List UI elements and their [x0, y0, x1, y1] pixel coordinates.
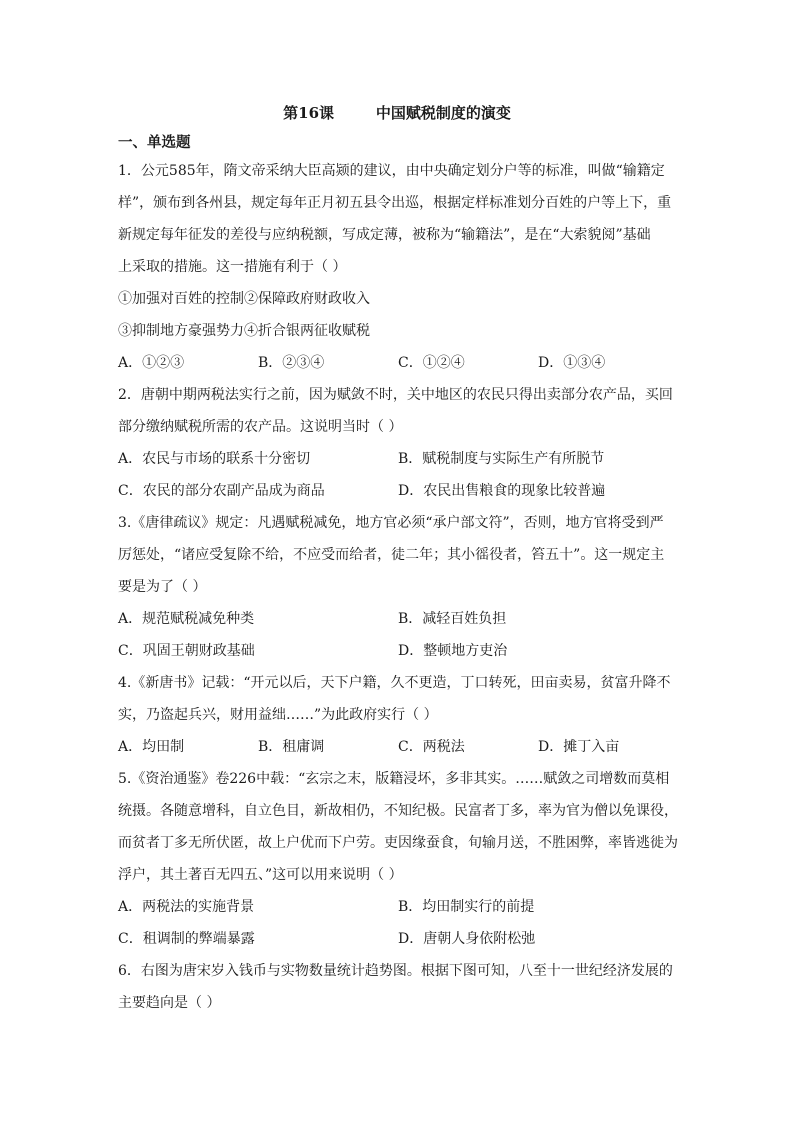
option-b: B．赋税制度与实际生产有所脱节 [398, 451, 605, 467]
question-text-line: 1．公元585年，隋文帝采纳大臣高颎的建议，由中央确定划分户等的标准，叫做“输籍定 [118, 163, 665, 179]
option-d: D．农民出售粮食的现象比较普遍 [398, 483, 606, 499]
option-d: D．摊丁入亩 [538, 739, 620, 755]
question-3 [118, 507, 678, 667]
option-c: C．农民的部分农副产品成为商品 [118, 483, 325, 499]
question-text-line: 实，乃盗起兵兴，财用益绌……”为此政府实行（ ） [118, 707, 438, 723]
question-text-line: 新规定每年征发的差役与应纳税额，写成定薄，被称为“输籍法”，是在“大索貌阅”基础 [118, 227, 651, 243]
question-text-line: 3.《唐律疏议》规定：凡遇赋税减免，地方官必须“承户部文符”，否则，地方官将受到严 [118, 515, 664, 531]
option-c: C．租调制的弊端暴露 [118, 931, 255, 947]
question-5 [118, 763, 678, 955]
question-text-line: 部分缴纳赋税所需的农产品。这说明当时（ ） [118, 419, 403, 435]
options-row [118, 923, 678, 955]
option-c: C．巩固王朝财政基础 [118, 643, 255, 659]
question-statement: ③抑制地方豪强势力④折合银两征收赋税 [118, 323, 370, 339]
question-6 [118, 955, 678, 1019]
option-a: A．两税法的实施背景 [118, 899, 255, 915]
option-a: A．农民与市场的联系十分密切 [118, 451, 311, 467]
question-text-line: 5.《资治通鉴》卷226中载：“玄宗之末，版籍浸坏，多非其实。……赋敛之司增数而莫相 [118, 771, 670, 787]
question-text-line: 统摄。各随意增科，自立色目，新故相仍，不知纪极。民富者丁多，率为官为僧以免课役， [118, 803, 678, 819]
options-row [118, 891, 678, 923]
option-b: B．减轻百姓负担 [398, 611, 507, 627]
question-statement: ①加强对百姓的控制②保障政府财政收入 [118, 291, 370, 307]
question-text-line: 而贫者丁多无所伏匿，故上户优而下户劳。吏因缘蚕食，旬输月送，不胜困弊，率皆逃徙为 [118, 835, 678, 851]
options-row [118, 635, 678, 667]
option-c: C．两税法 [398, 739, 465, 755]
option-c: C．①②④ [398, 355, 465, 371]
question-text-line: 6．右图为唐宋岁入钱币与实物数量统计趋势图。根据下图可知，八至十一世纪经济发展的 [118, 963, 673, 979]
question-text-line: 主要趋向是（ ） [118, 995, 221, 1011]
question-4 [118, 667, 678, 763]
option-a: A．均田制 [118, 739, 185, 755]
options-row [118, 443, 678, 475]
question-text-line: 样”，颁布到各州县，规定每年正月初五县令出巡，根据定样标准划分百姓的户等上下，重 [118, 195, 672, 211]
option-a: A．①②③ [118, 355, 185, 371]
question-text-line: 2．唐朝中期两税法实行之前，因为赋敛不时，关中地区的农民只得出卖部分农产品，买回 [118, 387, 673, 403]
question-text-line: 浮户，其土著百无四五、”这可以用来说明（ ） [118, 867, 403, 883]
section-heading: 一、单选题 [118, 134, 191, 151]
option-d: D．整顿地方吏治 [398, 643, 508, 659]
lesson-title: 第16课 中国赋税制度的演变 [283, 104, 511, 122]
question-text-line: 4.《新唐书》记载：“开元以后，天下户籍，久不更造，丁口转死，田亩卖易，贫富升降不 [118, 675, 671, 691]
option-b: B．租庸调 [258, 739, 325, 755]
options-row [118, 731, 678, 763]
question-list [118, 131, 678, 1019]
question-2 [118, 379, 678, 507]
options-row [118, 347, 678, 379]
option-b: B．②③④ [258, 355, 325, 371]
options-row [118, 475, 678, 507]
question-text-line: 上采取的措施。这一措施有利于（ ） [118, 259, 347, 275]
option-d: D．唐朝人身依附松弛 [398, 931, 536, 947]
question-1 [118, 155, 678, 379]
option-a: A．规范赋税减免种类 [118, 611, 255, 627]
question-text-line: 要是为了（ ） [118, 579, 207, 595]
option-b: B．均田制实行的前提 [398, 899, 535, 915]
options-row [118, 603, 678, 635]
option-d: D．①③④ [538, 355, 606, 371]
question-text-line: 厉惩处，“诸应受复除不给，不应受而给者，徒二年；其小徭役者，笞五十”。这一规定主 [118, 547, 665, 563]
